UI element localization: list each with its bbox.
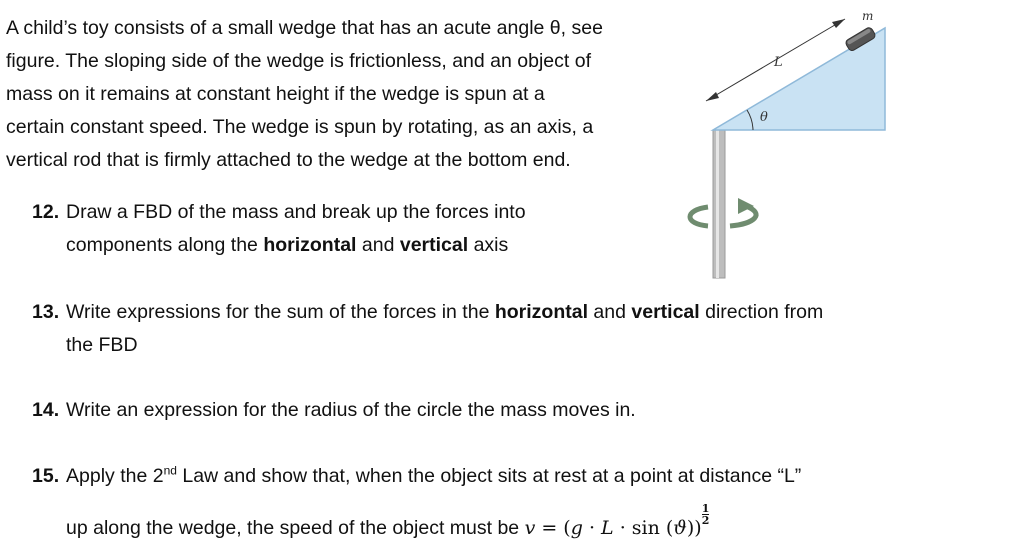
text-run: Apply the 2 bbox=[66, 465, 164, 487]
rotation-arrow-left bbox=[690, 207, 708, 226]
text-run: axis bbox=[468, 234, 509, 256]
intro-line: mass on it remains at constant height if the wedge is spun at a bbox=[6, 83, 545, 105]
eq-var-v: v bbox=[524, 517, 536, 539]
question-text: Draw a FBD of the mass and break up the forces into bbox=[66, 201, 526, 223]
mass-label: m bbox=[862, 9, 874, 23]
text-run: direction from bbox=[699, 301, 824, 323]
question-14 bbox=[32, 394, 932, 427]
rod-highlight bbox=[716, 130, 719, 278]
intro-line: certain constant speed. The wedge is spun by rotating, as an axis, a bbox=[6, 116, 594, 138]
text-run: and bbox=[588, 301, 632, 323]
problem-intro bbox=[6, 12, 666, 177]
text-run: up along the wedge, the speed of the object must be bbox=[66, 517, 525, 539]
eq-part: = ( bbox=[535, 517, 571, 539]
eq-part: · bbox=[582, 517, 602, 539]
bold-term-horizontal: horizontal bbox=[494, 301, 589, 323]
length-label: L bbox=[774, 55, 783, 70]
exponent-denominator: 2 bbox=[701, 514, 710, 527]
length-arrowhead-right bbox=[832, 19, 845, 28]
question-text-line2 bbox=[32, 503, 992, 545]
intro-line: A child’s toy consists of a small wedge that has an acute angle θ, see bbox=[6, 17, 603, 39]
eq-exponent bbox=[702, 503, 710, 526]
question-number: 13. bbox=[32, 301, 60, 323]
bold-term-vertical: vertical bbox=[399, 234, 469, 256]
text-run: Write expressions for the sum of the forces in the bbox=[66, 301, 495, 323]
angle-label: θ bbox=[760, 110, 768, 125]
text-run: Law and show that, when the object sits at rest at a point at distance “L” bbox=[176, 465, 802, 487]
question-text: Write an expression for the radius of the circle the mass moves in. bbox=[66, 399, 636, 421]
eq-var-L: L bbox=[601, 517, 614, 539]
text-run: and bbox=[356, 234, 400, 256]
eq-var-g: g bbox=[570, 517, 583, 539]
bold-term-vertical: vertical bbox=[631, 301, 700, 323]
speed-equation bbox=[524, 502, 710, 539]
bold-term-horizontal: horizontal bbox=[263, 234, 357, 256]
question-number: 12. bbox=[32, 201, 60, 223]
question-text-line2 bbox=[32, 229, 632, 262]
question-12 bbox=[32, 196, 632, 262]
intro-line: vertical rod that is firmly attached to the wedge at the bottom end. bbox=[6, 149, 571, 171]
question-15 bbox=[32, 460, 992, 545]
superscript-nd: nd bbox=[163, 463, 177, 478]
question-13 bbox=[32, 296, 992, 362]
wedge-figure bbox=[676, 0, 906, 285]
exponent-numerator: 1 bbox=[701, 502, 710, 515]
eq-part: · sin ( bbox=[613, 517, 674, 539]
question-number: 15. bbox=[32, 465, 60, 487]
eq-part: )) bbox=[686, 517, 702, 539]
text-run: components along the bbox=[66, 234, 264, 256]
eq-var-theta: ϑ bbox=[673, 517, 687, 539]
length-arrowhead-left bbox=[706, 92, 719, 101]
intro-line: figure. The sloping side of the wedge is frictionless, and an object of bbox=[6, 50, 591, 72]
question-text-line2: the FBD bbox=[66, 334, 138, 356]
question-number: 14. bbox=[32, 399, 60, 421]
